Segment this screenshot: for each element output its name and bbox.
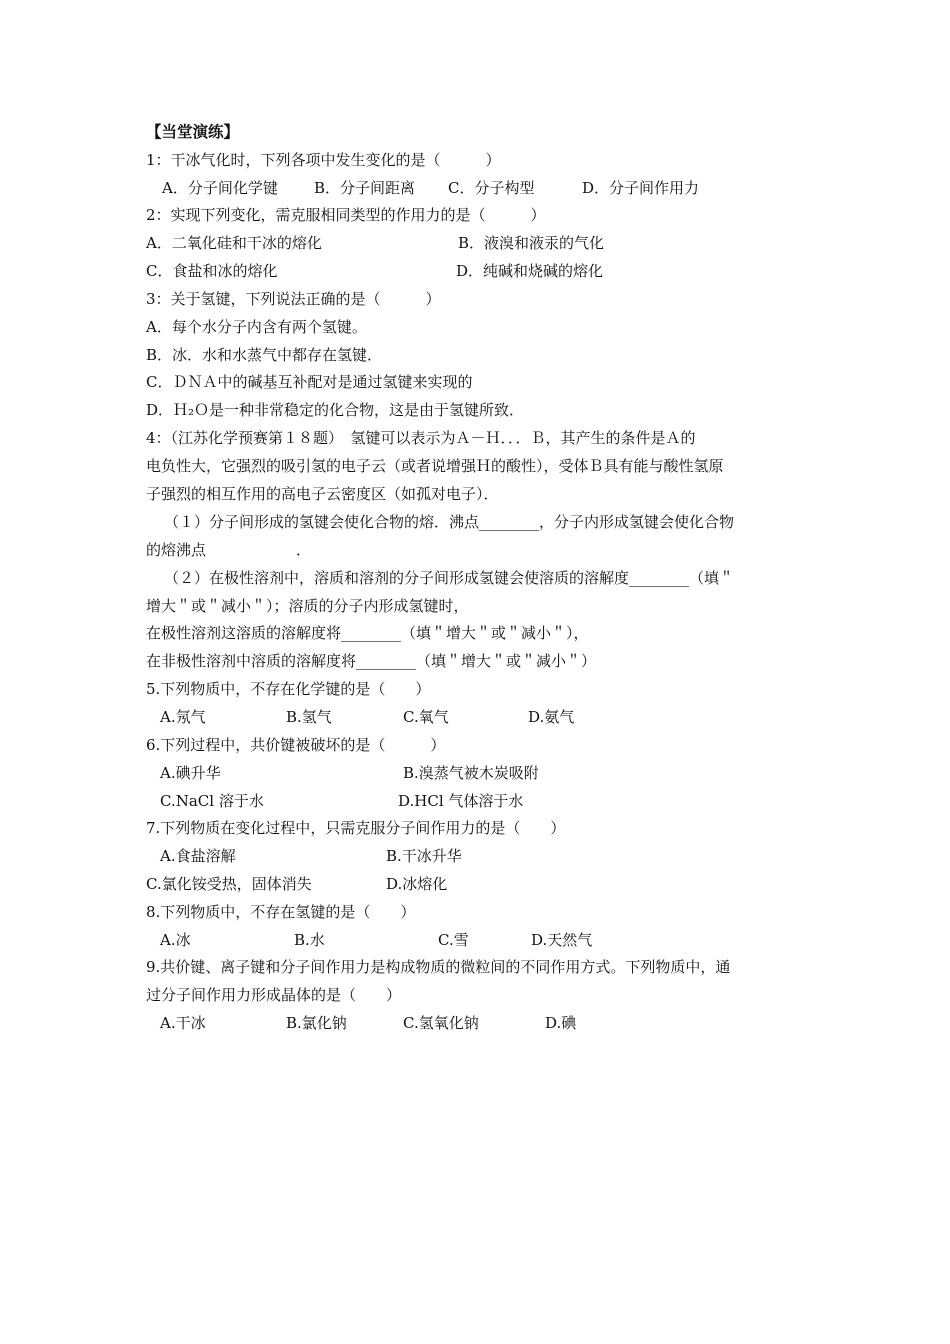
- q8-option-b: B.水: [294, 931, 325, 949]
- q8-option-c: C.雪: [438, 931, 469, 949]
- q7-option-b: B.干冰升华: [386, 847, 462, 865]
- q4-line-3: 子强烈的相互作用的高电子云密度区（如孤对电子）．: [146, 485, 499, 503]
- q1-option-c: C．分子构型: [448, 179, 535, 197]
- q7-option-a: A.食盐溶解: [160, 847, 236, 865]
- q2-option-a: A．二氧化硅和干冰的熔化: [146, 234, 322, 252]
- q3-stem: 3：关于氢键，下列说法正确的是（ ）: [146, 290, 441, 308]
- q3-option-c: C．ＤＮＡ中的碱基互补配对是通过氢键来实现的: [146, 373, 473, 391]
- q4-part2-line-2: 增大＂或＂减小＂）；溶质的分子内形成氢键时，: [146, 597, 469, 615]
- q2-stem: 2：实现下列变化，需克服相同类型的作用力的是（ ）: [146, 206, 546, 224]
- q4-part1-line-2: 的熔沸点 ．: [146, 541, 312, 559]
- q5-option-a: A.氖气: [160, 708, 206, 726]
- q8-option-d: D.天然气: [531, 931, 593, 949]
- q1-option-a: A．分子间化学键: [162, 179, 278, 197]
- q4-line-1: 4：（江苏化学预赛第１８题） 氢键可以表示为Ａ－Ｈ．．．Ｂ，其产生的条件是Ａ的: [146, 429, 696, 447]
- q3-option-b: B．冰．水和水蒸气中都存在氢键．: [146, 346, 383, 364]
- q5-option-b: B.氢气: [286, 708, 332, 726]
- q5-option-d: D.氨气: [528, 708, 575, 726]
- q3-option-a: A．每个水分子内含有两个氢键。: [146, 318, 367, 336]
- q9-option-d: D.碘: [545, 1014, 577, 1032]
- q7-option-d: D.冰熔化: [386, 875, 448, 893]
- q6-option-c: C.NaCl 溶于水: [160, 792, 264, 810]
- section-heading: 【当堂演练】: [146, 122, 240, 141]
- q4-part2-line-4: 在非极性溶剂中溶质的溶解度将________（填＂增大＂或＂减小＂）: [146, 652, 597, 670]
- q5-option-c: C.氧气: [403, 708, 449, 726]
- q4-part2-line-1: （２）在极性溶剂中，溶质和溶剂的分子间形成氢键会使溶质的溶解度________（填＂: [164, 569, 735, 587]
- q2-option-b: B．液溴和液汞的气化: [458, 234, 605, 252]
- q8-option-a: A.冰: [160, 931, 191, 949]
- q9-option-c: C.氢氧化钠: [403, 1014, 479, 1032]
- q6-stem: 6.下列过程中，共价键被破坏的是（ ）: [146, 736, 446, 754]
- q7-stem: 7.下列物质在变化过程中，只需克服分子间作用力的是（ ）: [146, 819, 566, 837]
- q6-option-b: B.溴蒸气被木炭吸附: [403, 764, 539, 782]
- q9-line-2: 过分子间作用力形成晶体的是（ ）: [146, 986, 402, 1004]
- q4-line-2: 电负性大，它强烈的吸引氢的电子云（或者说增强Ｈ的酸性），受体Ｂ具有能与酸性氢原: [146, 457, 724, 475]
- q7-option-c: C.氯化铵受热，固体消失: [146, 875, 312, 893]
- q1-stem: 1：干冰气化时，下列各项中发生变化的是（ ）: [146, 151, 501, 169]
- q9-option-a: A.干冰: [160, 1014, 206, 1032]
- q2-option-d: D．纯碱和烧碱的熔化: [456, 262, 604, 280]
- q4-part1-line-1: （１）分子间形成的氢键会使化合物的熔．沸点________，分子内形成氢键会使化合物: [164, 513, 735, 531]
- q6-option-a: A.碘升华: [160, 764, 221, 782]
- q6-option-d: D.HCl 气体溶于水: [398, 792, 524, 810]
- q1-option-d: D．分子间作用力: [582, 179, 700, 197]
- q9-line-1: 9.共价键、离子键和分子间作用力是构成物质的微粒间的不同作用方式。下列物质中，通: [146, 958, 731, 976]
- q4-part2-line-3: 在极性溶剂这溶质的溶解度将________（填＂增大＂或＂减小＂），: [146, 624, 589, 642]
- q5-stem: 5.下列物质中，不存在化学键的是（ ）: [146, 680, 431, 698]
- q8-stem: 8.下列物质中，不存在氢键的是（ ）: [146, 903, 416, 921]
- q9-option-b: B.氯化钠: [286, 1014, 347, 1032]
- q1-option-b: B．分子间距离: [314, 179, 416, 197]
- q2-option-c: C．食盐和冰的熔化: [146, 262, 278, 280]
- q3-option-d: D．Ｈ₂Ｏ是一种非常稳定的化合物，这是由于氢键所致．: [146, 401, 525, 419]
